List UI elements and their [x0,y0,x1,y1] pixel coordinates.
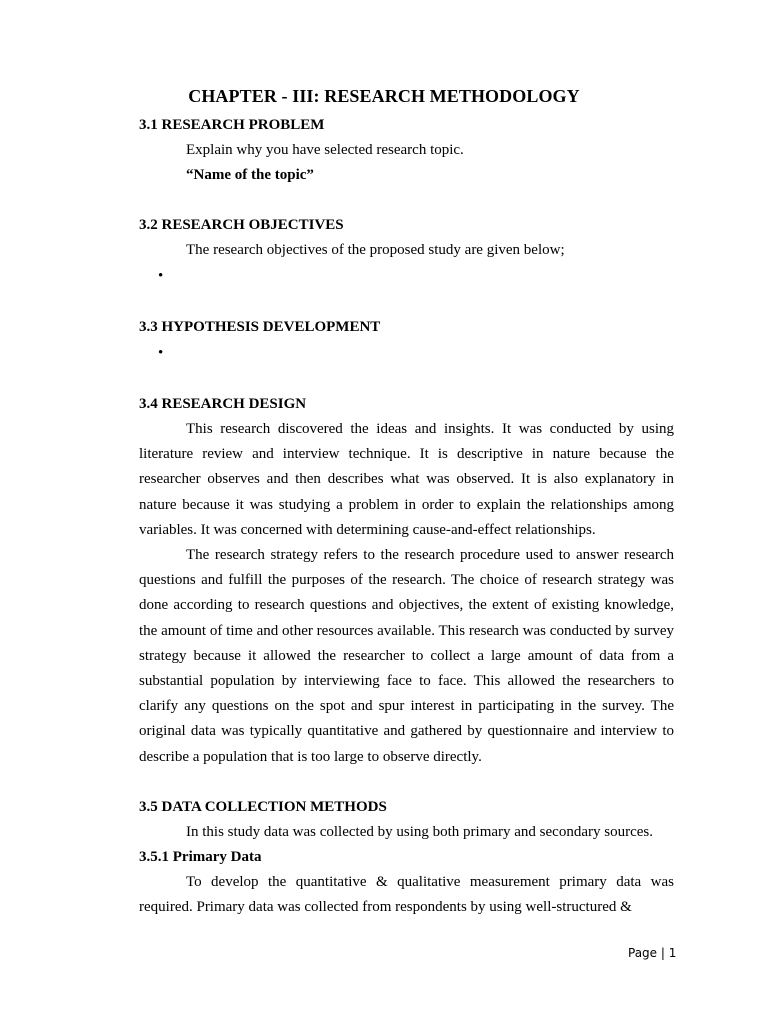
chapter-title: CHAPTER - III: RESEARCH METHODOLOGY [188,86,580,106]
section-heading-research-design: 3.4 RESEARCH DESIGN [139,396,307,412]
primary-data-paragraph: To develop the quantitative & qualitative measurement primary data was required. Primary data was collected from respondents by using well-structured & [139,874,674,916]
section-heading-research-problem: 3.1 RESEARCH PROBLEM [139,117,325,133]
section-heading-data-collection: 3.5 DATA COLLECTION METHODS [139,799,387,815]
topic-name-placeholder: “Name of the topic” [186,167,314,183]
hypothesis-bullet: • [158,345,164,361]
research-design-paragraph-1: This research discovered the ideas and insights. It was conducted by using literature review and interview technique. It is descriptive in nature because the researcher observes and then describes what was observed. It is also explanatory in nature because it was studying a problem in order to explain the relationships among variables. It was concerned with determining cause-and-effect relationships. [139,421,674,538]
section-heading-hypothesis: 3.3 HYPOTHESIS DEVELOPMENT [139,319,381,335]
research-problem-text: Explain why you have selected research topic. [186,142,464,158]
section-heading-research-objectives: 3.2 RESEARCH OBJECTIVES [139,217,344,233]
objectives-bullet: • [158,268,164,284]
data-collection-intro: In this study data was collected by using both primary and secondary sources. [186,824,653,840]
research-design-paragraph-2: The research strategy refers to the research procedure used to answer research questions and fulfill the purposes of the research. The choice of research strategy was done according to research questions and objectives, the extent of existing knowledge, the amount of time and other resources available. This research was conducted by survey strategy because it allowed the researcher to collect a large amount of data from a substantial population by interviewing face to face. This allowed the researchers to clarify any questions on the spot and spur interest in participating in the survey. The original data was typically quantitative and gathered by questionnaire and interview to describe a population that is too large to observe directly. [139,547,674,765]
page-number: Page | 1 [628,946,677,960]
research-objectives-intro: The research objectives of the proposed study are given below; [186,242,565,258]
subsection-heading-primary-data: 3.5.1 Primary Data [139,849,262,865]
